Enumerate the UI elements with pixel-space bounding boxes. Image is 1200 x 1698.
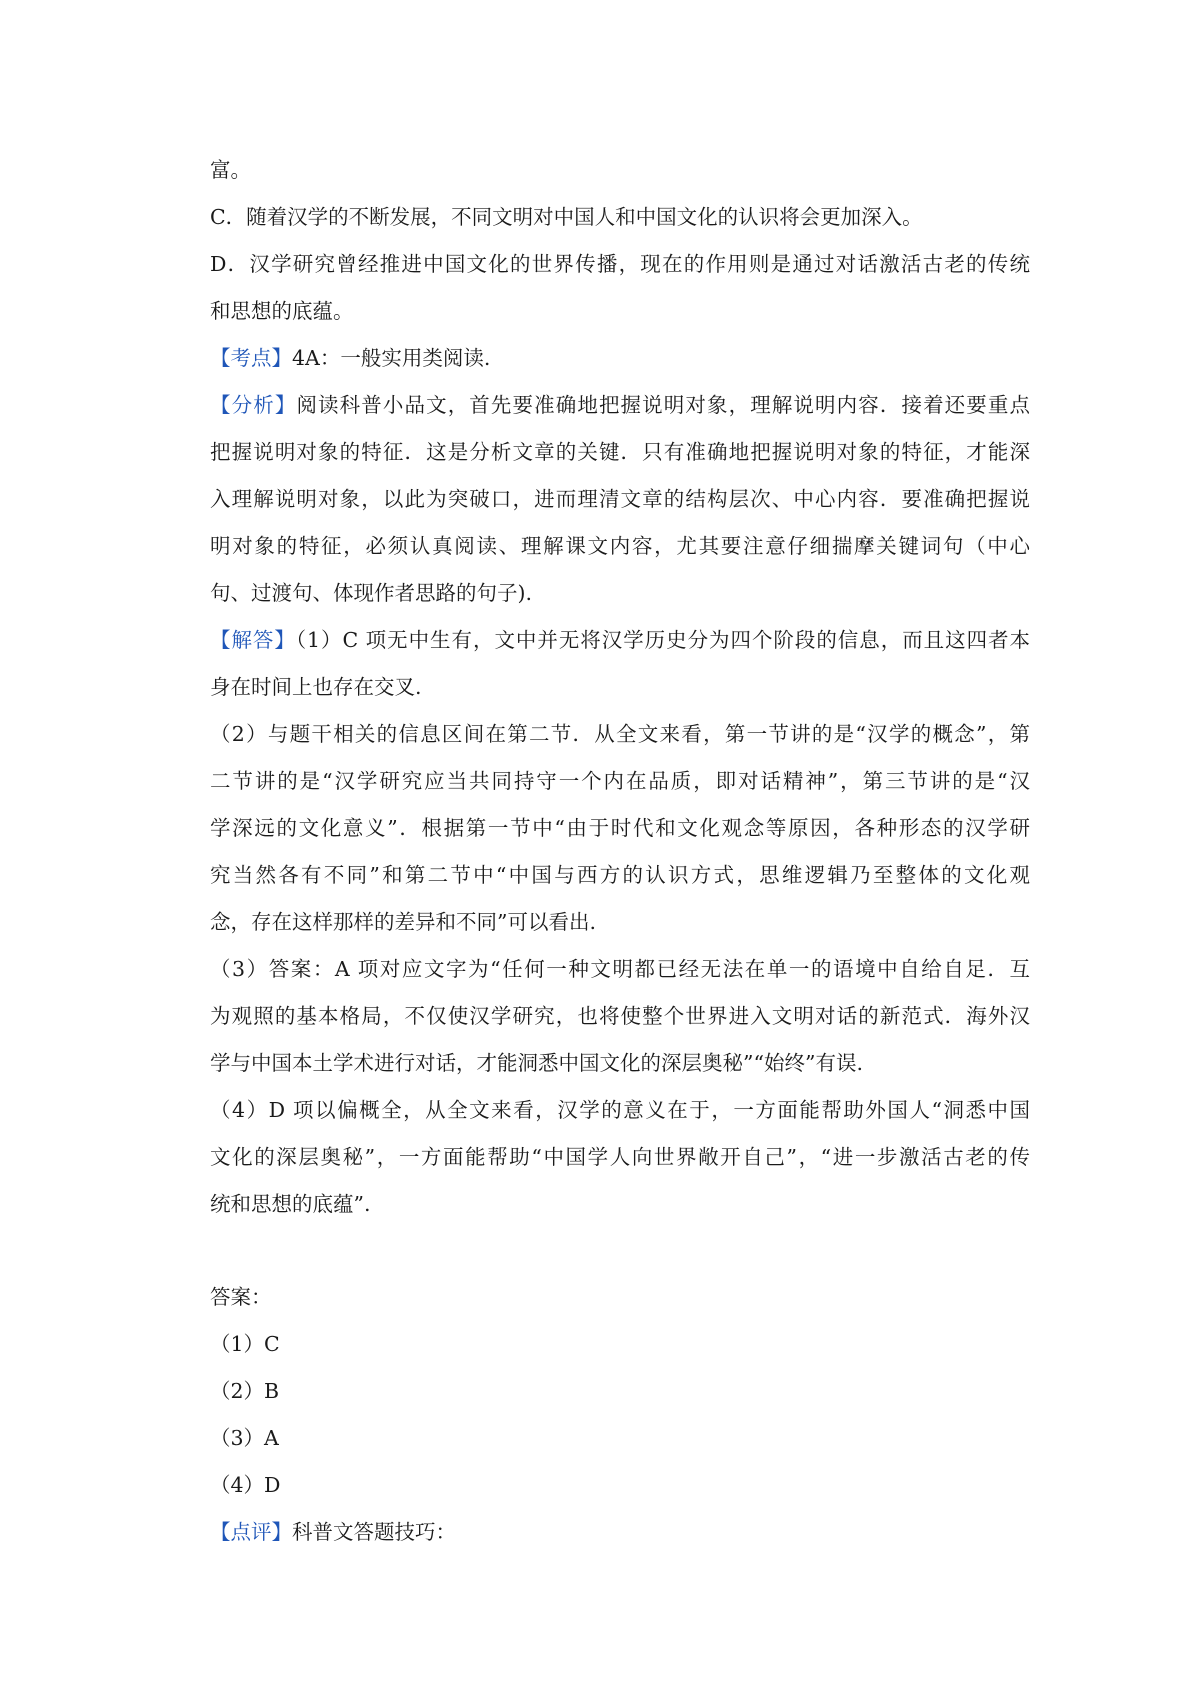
answer-item-3: （3）A: [210, 1426, 279, 1450]
dianping-text: 科普文答题技巧：: [292, 1520, 456, 1544]
answer-item-4: （4）D: [210, 1473, 281, 1497]
kaodian-text: 4A：一般实用类阅读.: [292, 346, 491, 370]
fenxi-line-4: 明对象的特征，必须认真阅读、理解课文内容，尤其要注意仔细揣摩关键词句（中心: [210, 534, 1030, 558]
fenxi-tag: 【分析】: [210, 393, 297, 417]
jieda-tag: 【解答】: [210, 628, 296, 652]
fenxi-line-5: 句、过渡句、体现作者思路的句子).: [210, 581, 533, 605]
jieda-p2-line-3: 学深远的文化意义”．根据第一节中“由于时代和文化观念等原因，各种形态的汉学研: [210, 816, 1030, 840]
kaodian-line: [210, 343, 1030, 373]
jieda-p4-line-1: （4）D 项以偏概全，从全文来看，汉学的意义在于，一方面能帮助外国人“洞悉中国: [210, 1098, 1030, 1122]
jieda-p4-line-2: 文化的深层奥秘”，一方面能帮助“中国学人向世界敞开自己”，“进一步激活古老的传: [210, 1145, 1030, 1169]
answer-item-1: （1）C: [210, 1332, 280, 1356]
jieda-p1-line-1: [210, 625, 1030, 655]
fenxi-line-2: 把握说明对象的特征．这是分析文章的关键．只有准确地把握说明对象的特征，才能深: [210, 440, 1030, 464]
answer-item-2: （2）B: [210, 1379, 280, 1403]
jieda-p3-line-2: 为观照的基本格局，不仅使汉学研究，也将使整个世界进入文明对话的新范式．海外汉: [210, 1004, 1030, 1028]
jieda-p2-line-1: （2）与题干相关的信息区间在第二节．从全文来看，第一节讲的是“汉学的概念”，第: [210, 722, 1030, 746]
option-d-line-2: 和思想的底蕴。: [210, 299, 354, 323]
jieda-p3-line-3: 学与中国本土学术进行对话，才能洞悉中国文化的深层奥秘”“始终”有误.: [210, 1051, 863, 1075]
dianping-tag: 【点评】: [210, 1520, 292, 1544]
jieda-p4-line-3: 统和思想的底蕴”.: [210, 1192, 371, 1216]
jieda-p1-line-2: 身在时间上也存在交叉.: [210, 675, 422, 699]
jieda-p1-text-1: （1）C 项无中生有，文中并无将汉学历史分为四个阶段的信息，而且这四者本: [295, 628, 1030, 652]
fenxi-text-1: 阅读科普小品文，首先要准确地把握说明对象，理解说明内容．接着还要重点: [296, 393, 1031, 417]
jieda-p3-line-1: （3）答案：A 项对应文字为“任何一种文明都已经无法在单一的语境中自给自足．互: [210, 957, 1030, 981]
jieda-p2-line-4: 究当然各有不同”和第二节中“中国与西方的认识方式，思维逻辑乃至整体的文化观: [210, 863, 1030, 887]
option-d-line-1: D．汉学研究曾经推进中国文化的世界传播，现在的作用则是通过对话激活古老的传统: [210, 252, 1030, 276]
jieda-p2-line-5: 念，存在这样那样的差异和不同”可以看出.: [210, 910, 596, 934]
jieda-p2-line-2: 二节讲的是“汉学研究应当共同持守一个内在品质，即对话精神”，第三节讲的是“汉: [210, 769, 1030, 793]
dianping-line: [210, 1517, 1030, 1547]
fenxi-line-3: 入理解说明对象，以此为突破口，进而理清文章的结构层次、中心内容．要准确把握说: [210, 487, 1030, 511]
option-b-tail: 富。: [210, 158, 251, 182]
option-c: C．随着汉学的不断发展，不同文明对中国人和中国文化的认识将会更加深入。: [210, 205, 923, 229]
fenxi-line-1: [210, 390, 1030, 420]
answers-heading: 答案：: [210, 1285, 272, 1309]
kaodian-tag: 【考点】: [210, 346, 292, 370]
